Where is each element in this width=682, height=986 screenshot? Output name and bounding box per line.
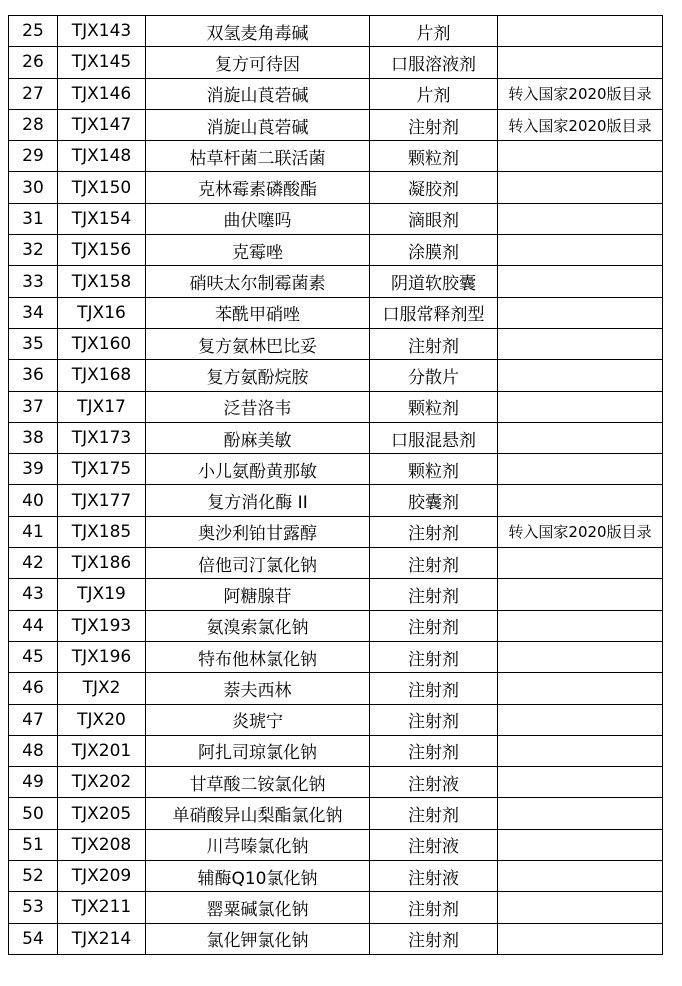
table-row <box>9 360 663 391</box>
row-number-cell: 47 <box>9 704 58 735</box>
remark-cell <box>498 673 663 704</box>
row-number-cell: 27 <box>9 78 58 109</box>
drug-code-cell: TJX202 <box>58 767 146 798</box>
row-number-cell: 49 <box>9 767 58 798</box>
row-number-cell: 42 <box>9 548 58 579</box>
row-number-cell: 37 <box>9 391 58 422</box>
dosage-form-cell: 颗粒剂 <box>370 391 498 422</box>
dosage-form-cell: 注射剂 <box>370 735 498 766</box>
remark-cell <box>498 641 663 672</box>
remark-cell <box>498 266 663 297</box>
drug-code-cell: TJX145 <box>58 47 146 78</box>
drug-name-cell: 泛昔洛韦 <box>146 391 370 422</box>
drug-name-cell: 小儿氨酚黄那敏 <box>146 454 370 485</box>
dosage-form-cell: 注射液 <box>370 861 498 892</box>
row-number-cell: 48 <box>9 735 58 766</box>
dosage-form-cell: 注射剂 <box>370 704 498 735</box>
table-row <box>9 203 663 234</box>
remark-cell <box>498 454 663 485</box>
row-number-cell: 43 <box>9 579 58 610</box>
row-number-cell: 32 <box>9 235 58 266</box>
dosage-form-cell: 滴眼剂 <box>370 203 498 234</box>
table-row <box>9 548 663 579</box>
table-row <box>9 297 663 328</box>
dosage-form-cell: 注射剂 <box>370 798 498 829</box>
dosage-form-cell: 片剂 <box>370 16 498 47</box>
row-number-cell: 25 <box>9 16 58 47</box>
drug-name-cell: 氯化钾氯化钠 <box>146 923 370 954</box>
table-row <box>9 923 663 954</box>
drug-name-cell: 罂粟碱氯化钠 <box>146 892 370 923</box>
row-number-cell: 40 <box>9 485 58 516</box>
table-body <box>9 16 663 955</box>
remark-cell <box>498 235 663 266</box>
dosage-form-cell: 片剂 <box>370 78 498 109</box>
row-number-cell: 34 <box>9 297 58 328</box>
drug-code-cell: TJX16 <box>58 297 146 328</box>
row-number-cell: 54 <box>9 923 58 954</box>
table-row <box>9 266 663 297</box>
row-number-cell: 44 <box>9 610 58 641</box>
row-number-cell: 52 <box>9 861 58 892</box>
dosage-form-cell: 注射剂 <box>370 328 498 359</box>
drug-code-cell: TJX196 <box>58 641 146 672</box>
remark-cell: 转入国家2020版目录 <box>498 78 663 109</box>
row-number-cell: 31 <box>9 203 58 234</box>
remark-cell <box>498 422 663 453</box>
row-number-cell: 39 <box>9 454 58 485</box>
remark-cell <box>498 579 663 610</box>
dosage-form-cell: 注射液 <box>370 829 498 860</box>
drug-name-cell: 单硝酸异山梨酯氯化钠 <box>146 798 370 829</box>
remark-cell <box>498 829 663 860</box>
table-row <box>9 141 663 172</box>
drug-code-cell: TJX185 <box>58 516 146 547</box>
drug-name-cell: 复方消化酶 II <box>146 485 370 516</box>
remark-cell <box>498 767 663 798</box>
drug-name-cell: 硝呋太尔制霉菌素 <box>146 266 370 297</box>
drug-name-cell: 克林霉素磷酸酯 <box>146 172 370 203</box>
remark-cell <box>498 360 663 391</box>
drug-code-cell: TJX168 <box>58 360 146 391</box>
drug-name-cell: 双氢麦角毒碱 <box>146 16 370 47</box>
row-number-cell: 28 <box>9 109 58 140</box>
drug-name-cell: 消旋山莨菪碱 <box>146 78 370 109</box>
drug-name-cell: 曲伏噻吗 <box>146 203 370 234</box>
remark-cell <box>498 328 663 359</box>
table-row <box>9 47 663 78</box>
drug-code-cell: TJX160 <box>58 328 146 359</box>
dosage-form-cell: 注射剂 <box>370 579 498 610</box>
drug-name-cell: 奥沙利铂甘露醇 <box>146 516 370 547</box>
dosage-form-cell: 注射剂 <box>370 610 498 641</box>
row-number-cell: 26 <box>9 47 58 78</box>
table-row <box>9 109 663 140</box>
drug-name-cell: 阿糖腺苷 <box>146 579 370 610</box>
drug-name-cell: 川芎嗪氯化钠 <box>146 829 370 860</box>
drug-code-cell: TJX143 <box>58 16 146 47</box>
dosage-form-cell: 口服溶液剂 <box>370 47 498 78</box>
remark-cell <box>498 798 663 829</box>
drug-name-cell: 萘夫西林 <box>146 673 370 704</box>
row-number-cell: 38 <box>9 422 58 453</box>
table-row <box>9 735 663 766</box>
drug-name-cell: 特布他林氯化钠 <box>146 641 370 672</box>
remark-cell <box>498 391 663 422</box>
dosage-form-cell: 注射剂 <box>370 109 498 140</box>
drug-code-cell: TJX19 <box>58 579 146 610</box>
drug-name-cell: 复方氨酚烷胺 <box>146 360 370 391</box>
drug-code-cell: TJX208 <box>58 829 146 860</box>
table-row <box>9 422 663 453</box>
row-number-cell: 29 <box>9 141 58 172</box>
table-row <box>9 516 663 547</box>
remark-cell <box>498 892 663 923</box>
table-row <box>9 391 663 422</box>
drug-code-cell: TJX17 <box>58 391 146 422</box>
table-row <box>9 579 663 610</box>
table-row <box>9 798 663 829</box>
remark-cell <box>498 47 663 78</box>
row-number-cell: 30 <box>9 172 58 203</box>
table-row <box>9 16 663 47</box>
table-row <box>9 454 663 485</box>
dosage-form-cell: 注射剂 <box>370 641 498 672</box>
remark-cell <box>498 735 663 766</box>
table-row <box>9 172 663 203</box>
table-row <box>9 328 663 359</box>
remark-cell <box>498 610 663 641</box>
drug-name-cell: 辅酶Q10氯化钠 <box>146 861 370 892</box>
table-row <box>9 861 663 892</box>
drug-code-cell: TJX154 <box>58 203 146 234</box>
remark-cell <box>498 923 663 954</box>
dosage-form-cell: 注射剂 <box>370 673 498 704</box>
dosage-form-cell: 注射液 <box>370 767 498 798</box>
row-number-cell: 33 <box>9 266 58 297</box>
row-number-cell: 51 <box>9 829 58 860</box>
drug-name-cell: 氨溴索氯化钠 <box>146 610 370 641</box>
row-number-cell: 45 <box>9 641 58 672</box>
remark-cell <box>498 16 663 47</box>
table-row <box>9 829 663 860</box>
dosage-form-cell: 注射剂 <box>370 516 498 547</box>
drug-name-cell: 复方氨林巴比妥 <box>146 328 370 359</box>
dosage-form-cell: 阴道软胶囊 <box>370 266 498 297</box>
drug-code-cell: TJX209 <box>58 861 146 892</box>
table-row <box>9 235 663 266</box>
drug-code-cell: TJX147 <box>58 109 146 140</box>
dosage-form-cell: 胶囊剂 <box>370 485 498 516</box>
dosage-form-cell: 颗粒剂 <box>370 141 498 172</box>
drug-code-cell: TJX146 <box>58 78 146 109</box>
table-row <box>9 641 663 672</box>
remark-cell <box>498 203 663 234</box>
drug-code-cell: TJX186 <box>58 548 146 579</box>
remark-cell <box>498 297 663 328</box>
row-number-cell: 41 <box>9 516 58 547</box>
row-number-cell: 53 <box>9 892 58 923</box>
dosage-form-cell: 凝胶剂 <box>370 172 498 203</box>
drug-code-cell: TJX2 <box>58 673 146 704</box>
remark-cell: 转入国家2020版目录 <box>498 109 663 140</box>
drug-name-cell: 酚麻美敏 <box>146 422 370 453</box>
drug-name-cell: 甘草酸二铵氯化钠 <box>146 767 370 798</box>
drug-name-cell: 克霉唑 <box>146 235 370 266</box>
dosage-form-cell: 注射剂 <box>370 548 498 579</box>
table-row <box>9 673 663 704</box>
table-row <box>9 767 663 798</box>
drug-code-cell: TJX175 <box>58 454 146 485</box>
dosage-form-cell: 涂膜剂 <box>370 235 498 266</box>
table-row <box>9 610 663 641</box>
drug-code-cell: TJX156 <box>58 235 146 266</box>
drug-code-cell: TJX193 <box>58 610 146 641</box>
drug-list-table <box>8 15 663 955</box>
drug-name-cell: 复方可待因 <box>146 47 370 78</box>
remark-cell <box>498 141 663 172</box>
drug-code-cell: TJX214 <box>58 923 146 954</box>
drug-code-cell: TJX158 <box>58 266 146 297</box>
row-number-cell: 46 <box>9 673 58 704</box>
drug-code-cell: TJX20 <box>58 704 146 735</box>
drug-code-cell: TJX148 <box>58 141 146 172</box>
row-number-cell: 35 <box>9 328 58 359</box>
row-number-cell: 50 <box>9 798 58 829</box>
remark-cell <box>498 548 663 579</box>
table-row <box>9 892 663 923</box>
dosage-form-cell: 注射剂 <box>370 892 498 923</box>
drug-name-cell: 苯酰甲硝唑 <box>146 297 370 328</box>
remark-cell <box>498 704 663 735</box>
remark-cell <box>498 172 663 203</box>
drug-name-cell: 阿扎司琼氯化钠 <box>146 735 370 766</box>
drug-name-cell: 枯草杆菌二联活菌 <box>146 141 370 172</box>
drug-code-cell: TJX205 <box>58 798 146 829</box>
drug-code-cell: TJX173 <box>58 422 146 453</box>
table-row <box>9 704 663 735</box>
dosage-form-cell: 颗粒剂 <box>370 454 498 485</box>
drug-code-cell: TJX201 <box>58 735 146 766</box>
table-row <box>9 485 663 516</box>
table-row <box>9 78 663 109</box>
row-number-cell: 36 <box>9 360 58 391</box>
dosage-form-cell: 注射剂 <box>370 923 498 954</box>
drug-name-cell: 消旋山莨菪碱 <box>146 109 370 140</box>
drug-code-cell: TJX150 <box>58 172 146 203</box>
dosage-form-cell: 分散片 <box>370 360 498 391</box>
remark-cell <box>498 861 663 892</box>
dosage-form-cell: 口服常释剂型 <box>370 297 498 328</box>
dosage-form-cell: 口服混悬剂 <box>370 422 498 453</box>
remark-cell <box>498 485 663 516</box>
drug-code-cell: TJX211 <box>58 892 146 923</box>
drug-name-cell: 炎琥宁 <box>146 704 370 735</box>
drug-name-cell: 倍他司汀氯化钠 <box>146 548 370 579</box>
drug-code-cell: TJX177 <box>58 485 146 516</box>
remark-cell: 转入国家2020版目录 <box>498 516 663 547</box>
